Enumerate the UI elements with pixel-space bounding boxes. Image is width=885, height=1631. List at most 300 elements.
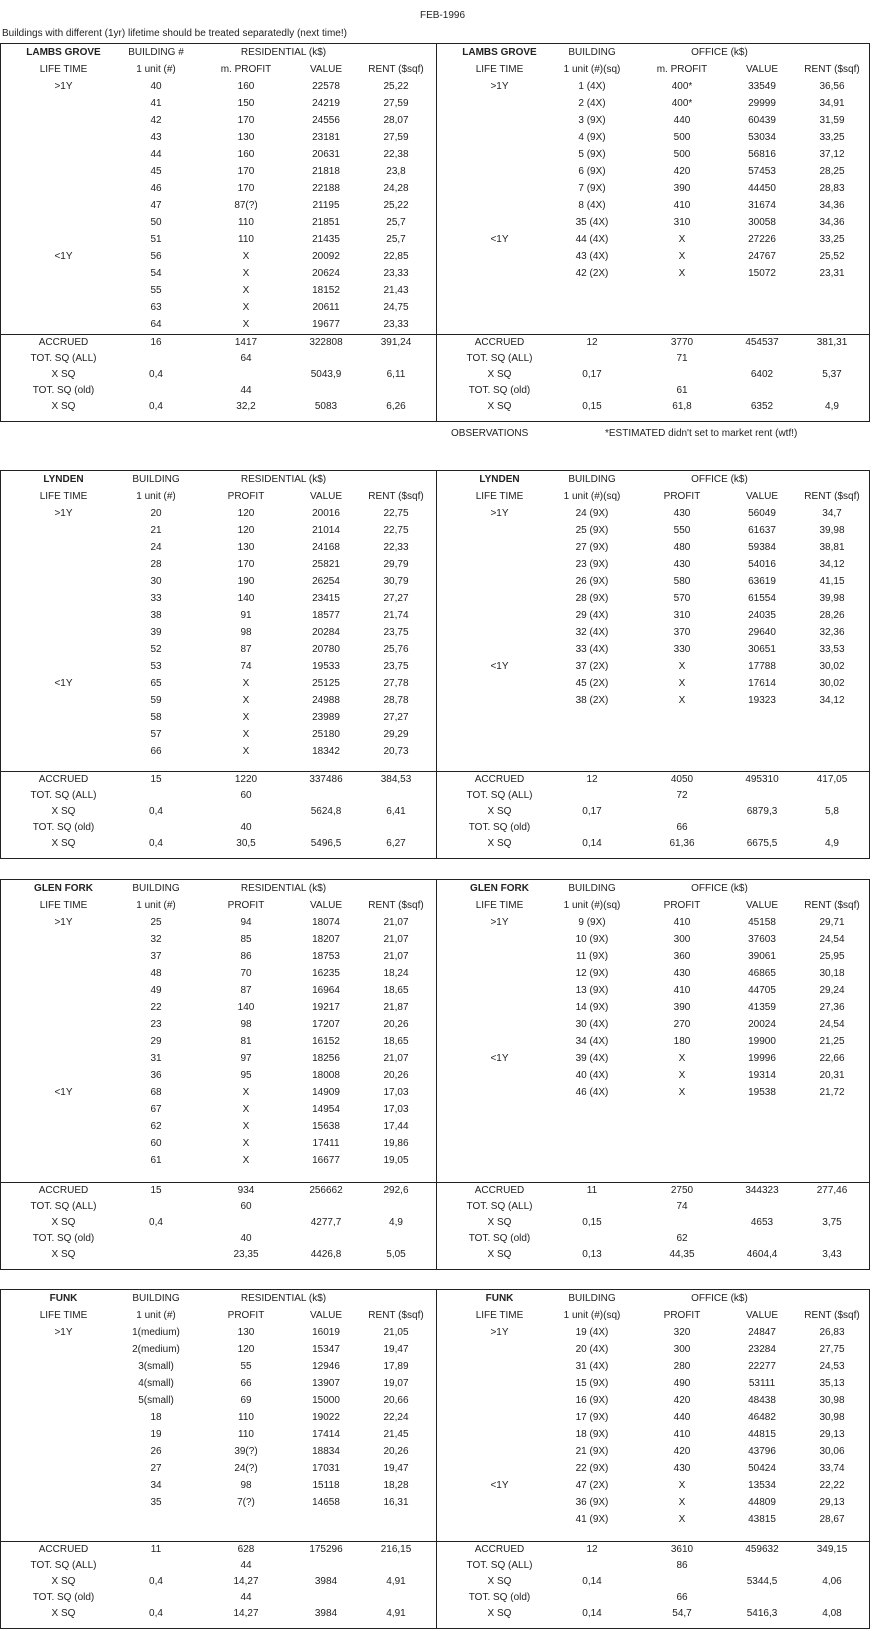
property-name: GLEN FORK xyxy=(34,883,93,894)
summary-row-cell: 1220 xyxy=(234,774,258,785)
column-header-row-cell: m. PROFIT xyxy=(656,64,708,75)
summary-row-cell: 6,27 xyxy=(386,838,406,849)
table-row-cell: 11 (9X) xyxy=(575,951,609,962)
table-row-cell: 53 xyxy=(150,661,162,672)
table-row xyxy=(1,1324,436,1341)
table-row-cell: X xyxy=(242,1104,250,1115)
column-header-row-cell: LIFE TIME xyxy=(39,900,88,911)
table-row-cell: 36 (9X) xyxy=(575,1497,609,1508)
column-header-row-cell: PROFIT xyxy=(663,491,701,502)
table-row-cell: 34,12 xyxy=(819,559,845,570)
table-row-cell: 130 xyxy=(237,132,255,143)
table-row-cell: 140 xyxy=(237,593,255,604)
table-row-cell: 300 xyxy=(673,1344,691,1355)
summary-row-cell: 12 xyxy=(586,774,598,785)
table-row xyxy=(1,965,436,982)
table-row-cell: 31 xyxy=(150,1053,162,1064)
table-row-cell: 9 (9X) xyxy=(578,917,606,928)
summary-row-cell: 934 xyxy=(237,1185,255,1196)
table-row-cell: 27,27 xyxy=(383,712,409,723)
header-row-cell: BUILDING xyxy=(568,1293,616,1304)
table-row xyxy=(437,505,870,522)
table-row-cell: 26 (9X) xyxy=(575,576,609,587)
table-row-cell: 26 xyxy=(150,1446,162,1457)
table-row-cell: 48438 xyxy=(748,1395,776,1406)
header-row-cell: OFFICE (k$) xyxy=(691,474,748,485)
summary-row xyxy=(437,1183,870,1199)
table-row-cell: 59384 xyxy=(748,542,776,553)
table-row-cell: 23 (9X) xyxy=(575,559,609,570)
table-row-cell: 3(small) xyxy=(138,1361,174,1372)
summary-row-cell: 3610 xyxy=(670,1544,694,1555)
header-row xyxy=(1,44,436,61)
summary-row-cell: TOT. SQ (ALL) xyxy=(466,353,533,364)
column-header-row-cell: VALUE xyxy=(309,1310,343,1321)
header-row-cell: BUILDING xyxy=(568,883,616,894)
table-row xyxy=(1,1033,436,1050)
table-row-cell: 21 (9X) xyxy=(575,1446,609,1457)
table-row-cell: 30651 xyxy=(748,644,776,655)
table-row-cell: <1Y xyxy=(490,661,509,672)
table-row xyxy=(437,1477,870,1494)
table-row-cell: 14954 xyxy=(312,1104,340,1115)
summary-row-cell: 3770 xyxy=(670,337,694,348)
table-row-cell: 410 xyxy=(673,985,691,996)
summary-row-cell: 32,2 xyxy=(236,401,256,412)
table-row xyxy=(1,1409,436,1426)
table-row xyxy=(1,573,436,590)
office-panel xyxy=(436,471,870,858)
summary-row-cell: 5,8 xyxy=(825,806,839,817)
table-row-cell: 12946 xyxy=(312,1361,340,1372)
observations-note: *ESTIMATED didn't set to market rent (wtf!) xyxy=(605,428,798,439)
table-row-cell: 70 xyxy=(240,968,252,979)
table-row-cell: 120 xyxy=(237,1344,255,1355)
table-row-cell: 87 xyxy=(240,985,252,996)
table-row-cell: 18577 xyxy=(312,610,340,621)
header-row-cell: BUILDING xyxy=(568,474,616,485)
table-row-cell: 37603 xyxy=(748,934,776,945)
table-row-cell: X xyxy=(678,251,686,262)
table-row xyxy=(1,248,436,265)
table-row-cell: X xyxy=(678,1087,686,1098)
table-row-cell: 94 xyxy=(240,917,252,928)
table-row-cell: 390 xyxy=(673,1002,691,1013)
table-row-cell: 410 xyxy=(673,1429,691,1440)
table-row-cell: 430 xyxy=(673,508,691,519)
table-row-cell: X xyxy=(242,251,250,262)
table-row-cell: 60 xyxy=(150,1138,162,1149)
table-row xyxy=(1,180,436,197)
summary-row xyxy=(1,1231,436,1247)
table-row-cell: 74 xyxy=(240,661,252,672)
table-row-cell: 25 xyxy=(150,917,162,928)
property-section xyxy=(0,879,870,1270)
header-row-cell: BUILDING xyxy=(132,474,180,485)
summary-row-cell: 3,43 xyxy=(822,1249,842,1260)
table-row-cell: 28,26 xyxy=(819,610,845,621)
table-row-cell: 22,22 xyxy=(819,1480,845,1491)
table-row-cell: >1Y xyxy=(490,81,509,92)
table-row-cell: 430 xyxy=(673,559,691,570)
summary-row-cell: 4604,4 xyxy=(746,1249,778,1260)
summary-row-cell: 16 xyxy=(150,337,162,348)
summary-row-cell: X SQ xyxy=(51,401,76,412)
header-row-cell: OFFICE (k$) xyxy=(691,883,748,894)
summary-row xyxy=(1,772,436,788)
table-row-cell: 21851 xyxy=(312,217,340,228)
table-row-cell: 46482 xyxy=(748,1412,776,1423)
table-row-cell: 28 (9X) xyxy=(575,593,609,604)
table-row-cell: 18,65 xyxy=(383,1036,409,1047)
table-row xyxy=(437,1426,870,1443)
table-row-cell: 6 (9X) xyxy=(578,166,606,177)
table-row-cell: 570 xyxy=(673,593,691,604)
summary-row-cell: 66 xyxy=(676,822,688,833)
table-row-cell: 35 xyxy=(150,1497,162,1508)
table-row-cell: 29,29 xyxy=(383,729,409,740)
table-row-cell: 13 (9X) xyxy=(575,985,609,996)
table-row xyxy=(1,1101,436,1118)
table-row-cell: 24,75 xyxy=(383,302,409,313)
table-row-cell: 44 (4X) xyxy=(575,234,609,245)
table-row-cell: <1Y xyxy=(490,1053,509,1064)
table-row-cell: 23415 xyxy=(312,593,340,604)
table-row-cell: 23,33 xyxy=(383,268,409,279)
table-row-cell: 16019 xyxy=(312,1327,340,1338)
table-row xyxy=(437,1409,870,1426)
summary-row-cell: 12 xyxy=(586,337,598,348)
table-row-cell: 25,22 xyxy=(383,200,409,211)
table-row-cell: 98 xyxy=(240,627,252,638)
table-row-cell: 410 xyxy=(673,200,691,211)
summary-row-cell: 74 xyxy=(676,1201,688,1212)
office-panel xyxy=(436,44,870,421)
table-row-cell: 18,65 xyxy=(383,985,409,996)
table-row xyxy=(1,624,436,641)
table-row-cell: 34 xyxy=(150,1480,162,1491)
summary-row-cell: 6352 xyxy=(750,401,774,412)
table-row-cell: 39,98 xyxy=(819,525,845,536)
table-row-cell: X xyxy=(678,678,686,689)
table-row-cell: 370 xyxy=(673,627,691,638)
table-row xyxy=(1,282,436,299)
table-row-cell: 31,59 xyxy=(819,115,845,126)
table-row-cell: 18342 xyxy=(312,746,340,757)
table-row-cell: 39(?) xyxy=(234,1446,258,1457)
table-row-cell: 36 xyxy=(150,1070,162,1081)
table-row-cell: 50424 xyxy=(748,1463,776,1474)
summary-row-cell: 6879,3 xyxy=(746,806,778,817)
summary-row-cell: 0,13 xyxy=(582,1249,602,1260)
table-row-cell: 16 (9X) xyxy=(575,1395,609,1406)
table-row-cell: >1Y xyxy=(490,917,509,928)
table-row-cell: 45158 xyxy=(748,917,776,928)
table-row xyxy=(1,999,436,1016)
column-header-row-cell: PROFIT xyxy=(663,900,701,911)
header-row xyxy=(437,44,870,61)
summary-row-cell: 3984 xyxy=(314,1608,338,1619)
table-row-cell: 42 xyxy=(150,115,162,126)
table-row-cell: 57453 xyxy=(748,166,776,177)
table-row-cell: 43796 xyxy=(748,1446,776,1457)
office-summary xyxy=(437,1182,870,1269)
table-row-cell: 29,13 xyxy=(819,1429,845,1440)
table-row-cell: 48 xyxy=(150,968,162,979)
table-row-cell: 34,36 xyxy=(819,200,845,211)
column-header-row xyxy=(1,1307,436,1324)
summary-row-cell: 60 xyxy=(240,790,252,801)
summary-row-cell: ACCRUED xyxy=(474,774,525,785)
column-header-row-cell: LIFE TIME xyxy=(39,1310,88,1321)
summary-row-cell: 4,9 xyxy=(389,1217,403,1228)
table-row xyxy=(1,1016,436,1033)
table-row-cell: 17,89 xyxy=(383,1361,409,1372)
table-row-cell: 28 xyxy=(150,559,162,570)
table-row-cell: 37 (2X) xyxy=(575,661,609,672)
table-row-cell: 13534 xyxy=(748,1480,776,1491)
table-row-cell: 20,66 xyxy=(383,1395,409,1406)
table-row-cell: 3 (9X) xyxy=(578,115,606,126)
summary-row-cell: 6,26 xyxy=(386,401,406,412)
column-header-row-cell: 1 unit (#) xyxy=(136,900,176,911)
header-row-cell: RESIDENTIAL (k$) xyxy=(240,883,327,894)
table-row-cell: 85 xyxy=(240,934,252,945)
table-row-cell: 57 xyxy=(150,729,162,740)
column-header-row-cell: LIFE TIME xyxy=(475,900,524,911)
table-row-cell: 22,75 xyxy=(383,525,409,536)
summary-row-cell: 40 xyxy=(240,822,252,833)
table-row-cell: 24 xyxy=(150,542,162,553)
table-row-cell: 15347 xyxy=(312,1344,340,1355)
table-row-cell: 22,85 xyxy=(383,251,409,262)
table-row-cell: 38 xyxy=(150,610,162,621)
summary-row xyxy=(437,1590,870,1606)
table-row xyxy=(437,1494,870,1511)
summary-row xyxy=(437,1558,870,1574)
table-row-cell: 27226 xyxy=(748,234,776,245)
table-row-cell: 24767 xyxy=(748,251,776,262)
table-row-cell: 32 xyxy=(150,934,162,945)
office-table xyxy=(437,1290,870,1528)
column-header-row-cell: RENT ($sqf) xyxy=(368,900,424,911)
table-row-cell: 38,81 xyxy=(819,542,845,553)
table-row-cell: 40 (4X) xyxy=(575,1070,609,1081)
table-row-cell: 21,07 xyxy=(383,951,409,962)
table-row-cell: 15000 xyxy=(312,1395,340,1406)
summary-row-cell: 175296 xyxy=(309,1544,343,1555)
table-row-cell: X xyxy=(678,1497,686,1508)
table-row-cell: 400* xyxy=(671,81,693,92)
table-row xyxy=(1,590,436,607)
summary-row-cell: 5083 xyxy=(314,401,338,412)
summary-row-cell: 62 xyxy=(676,1233,688,1244)
table-row-cell: 24847 xyxy=(748,1327,776,1338)
table-row-cell: 280 xyxy=(673,1361,691,1372)
column-header-row xyxy=(1,897,436,914)
table-row xyxy=(437,248,870,265)
summary-row-cell: 61,8 xyxy=(672,401,692,412)
table-row-cell: 33,74 xyxy=(819,1463,845,1474)
table-row xyxy=(437,556,870,573)
summary-row-cell: X SQ xyxy=(51,1576,76,1587)
residential-table xyxy=(1,880,436,1169)
table-row-cell: 49 xyxy=(150,985,162,996)
table-row-cell: 23,75 xyxy=(383,661,409,672)
summary-row-cell: 4426,8 xyxy=(310,1249,342,1260)
table-row xyxy=(1,1443,436,1460)
table-row-cell: 95 xyxy=(240,1070,252,1081)
table-row-cell: 170 xyxy=(237,166,255,177)
summary-row xyxy=(437,1574,870,1590)
table-row-cell: 16152 xyxy=(312,1036,340,1047)
table-row xyxy=(437,965,870,982)
table-row-cell: 17788 xyxy=(748,661,776,672)
table-row-cell: X xyxy=(242,285,250,296)
office-summary xyxy=(437,771,870,858)
table-row-cell: 400* xyxy=(671,98,693,109)
table-row xyxy=(437,1324,870,1341)
table-row xyxy=(1,197,436,214)
table-row xyxy=(437,692,870,709)
table-row-cell: 54016 xyxy=(748,559,776,570)
header-row-cell: BUILDING xyxy=(132,883,180,894)
summary-row-cell: 15 xyxy=(150,774,162,785)
summary-row xyxy=(1,1183,436,1199)
header-row-cell: BUILDING xyxy=(132,1293,180,1304)
summary-row-cell: 40 xyxy=(240,1233,252,1244)
table-row-cell: 22,24 xyxy=(383,1412,409,1423)
summary-row-cell: 4277,7 xyxy=(310,1217,342,1228)
table-row-cell: 12 (9X) xyxy=(575,968,609,979)
table-row-cell: 20,26 xyxy=(383,1019,409,1030)
table-row-cell: 8 (4X) xyxy=(578,200,606,211)
table-row-cell: 23,75 xyxy=(383,627,409,638)
summary-row xyxy=(437,1247,870,1263)
table-row-cell: 22,33 xyxy=(383,542,409,553)
summary-row-cell: 5,37 xyxy=(822,369,842,380)
table-row xyxy=(1,1375,436,1392)
summary-row-cell: 4,9 xyxy=(825,401,839,412)
header-row xyxy=(1,880,436,897)
table-row xyxy=(437,1067,870,1084)
table-row-cell: 14 (9X) xyxy=(575,1002,609,1013)
table-row-cell: >1Y xyxy=(490,1327,509,1338)
table-row xyxy=(437,1392,870,1409)
table-row-cell: 21014 xyxy=(312,525,340,536)
table-row xyxy=(1,299,436,316)
office-table xyxy=(437,471,870,709)
summary-row-cell: 0,4 xyxy=(149,1576,163,1587)
table-row-cell: 440 xyxy=(673,1412,691,1423)
summary-row-cell: 277,46 xyxy=(816,1185,848,1196)
table-row-cell: 25,7 xyxy=(386,234,406,245)
table-row-cell: 55 xyxy=(240,1361,252,1372)
summary-row-cell: 0,4 xyxy=(149,369,163,380)
column-header-row xyxy=(1,488,436,505)
summary-row-cell: ACCRUED xyxy=(38,1185,89,1196)
table-row xyxy=(437,931,870,948)
table-row-cell: 15072 xyxy=(748,268,776,279)
table-row-cell: X xyxy=(678,1514,686,1525)
table-row-cell: 130 xyxy=(237,542,255,553)
table-row-cell: 43815 xyxy=(748,1514,776,1525)
table-row-cell: 550 xyxy=(673,525,691,536)
summary-row-cell: 384,53 xyxy=(380,774,412,785)
summary-row-cell: X SQ xyxy=(487,806,512,817)
office-panel xyxy=(436,880,870,1269)
summary-row-cell: X SQ xyxy=(51,1249,76,1260)
table-row-cell: 61 xyxy=(150,1155,162,1166)
table-row-cell: X xyxy=(242,268,250,279)
table-row-cell: 44815 xyxy=(748,1429,776,1440)
office-table xyxy=(437,44,870,282)
summary-row-cell: 256662 xyxy=(309,1185,343,1196)
table-row-cell: 23,31 xyxy=(819,268,845,279)
table-row xyxy=(1,1118,436,1135)
summary-row-cell: 54,7 xyxy=(672,1608,692,1619)
table-row-cell: 19,05 xyxy=(383,1155,409,1166)
table-row-cell: 24168 xyxy=(312,542,340,553)
summary-row xyxy=(1,1215,436,1231)
table-row-cell: 21,07 xyxy=(383,917,409,928)
summary-row xyxy=(1,367,436,383)
table-row-cell: 38 (2X) xyxy=(575,695,609,706)
observations-label: OBSERVATIONS xyxy=(451,428,529,439)
table-row-cell: 20780 xyxy=(312,644,340,655)
column-header-row-cell: VALUE xyxy=(309,900,343,911)
table-row xyxy=(1,709,436,726)
table-row-cell: 35 (4X) xyxy=(575,217,609,228)
property-name: LYNDEN xyxy=(43,474,84,485)
summary-row-cell: 459632 xyxy=(745,1544,779,1555)
summary-row-cell: 381,31 xyxy=(816,337,848,348)
page-note: Buildings with different (1yr) lifetime should be treated separatedly (next time!) xyxy=(2,28,347,39)
table-row-cell: 25125 xyxy=(312,678,340,689)
table-row-cell: 39 (4X) xyxy=(575,1053,609,1064)
table-row-cell: 30,98 xyxy=(819,1395,845,1406)
table-row-cell: 20 (4X) xyxy=(575,1344,609,1355)
summary-row xyxy=(1,1606,436,1622)
table-row xyxy=(1,231,436,248)
column-header-row-cell: 1 unit (#)(sq) xyxy=(563,900,621,911)
table-row xyxy=(1,1358,436,1375)
summary-row xyxy=(437,836,870,852)
table-row-cell: 24,54 xyxy=(819,1019,845,1030)
table-row-cell: 110 xyxy=(238,217,254,228)
table-row-cell: 21435 xyxy=(312,234,340,245)
table-row xyxy=(1,1067,436,1084)
property-name: GLEN FORK xyxy=(470,883,529,894)
table-row-cell: 41 (9X) xyxy=(575,1514,609,1525)
table-row-cell: 110 xyxy=(238,1412,254,1423)
summary-row xyxy=(437,1215,870,1231)
summary-row-cell: ACCRUED xyxy=(474,337,525,348)
table-row-cell: X xyxy=(242,1155,250,1166)
table-row xyxy=(437,658,870,675)
table-row-cell: 29999 xyxy=(748,98,776,109)
table-row-cell: 30,02 xyxy=(819,678,845,689)
summary-row-cell: TOT. SQ (ALL) xyxy=(30,353,97,364)
table-row-cell: 19323 xyxy=(748,695,776,706)
residential-table xyxy=(1,471,436,760)
summary-row-cell: 11 xyxy=(150,1544,162,1555)
column-header-row-cell: PROFIT xyxy=(227,491,265,502)
table-row-cell: 23181 xyxy=(312,132,340,143)
table-row-cell: 30,06 xyxy=(819,1446,845,1457)
table-row-cell: 19538 xyxy=(748,1087,776,1098)
table-row-cell: X xyxy=(242,319,250,330)
